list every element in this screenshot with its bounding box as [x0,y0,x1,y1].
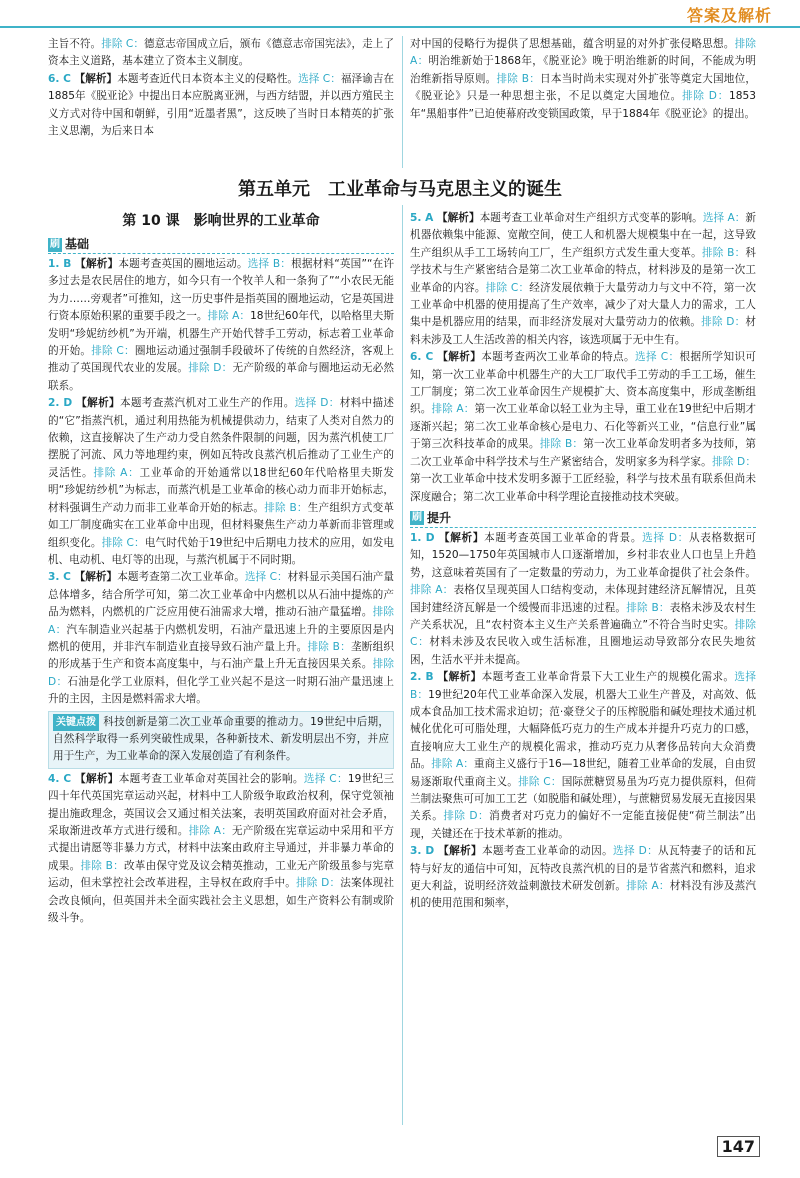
option-marker: 排除 A： [188,825,233,837]
answer-text: 材料显示美国石油产量总体增多，结合所学可知，第二次工业革命中内燃机以从石油中提炼的产品为燃料，内燃机的广泛应用使石油需求大增，推动石油产量猛增。 [48,571,395,619]
answer-paragraph [410,843,756,913]
question-number: 5. A [410,212,438,224]
answer-text: 从表格数据可知，1520—1750年英国城市人口逐渐增加，乡村非农业人口也呈上升趋势，这意味着英国有了一定数量的劳动力，为工业革命提供了社会条件。 [410,531,757,579]
answer-text: 福泽谕吉在1885年《脱亚论》中提出日本应脱离亚洲，与西方结盟，并以西方殖民主义方式对待中国和朝鲜，引用“近墨者黑”，这反映了当时日本精英的扩张主义思潮，为后来日本 [48,72,395,138]
answer-text: 根据材料“英国”“在许多过去是农民居住的地方，如今只有一个牧羊人和一条狗了”“小农民无能为力……旁观者”可推知，这一历史事件是指英国的圈地运动，它是英国进行资本原始积累的重要手段之一。 [48,258,394,323]
page-header [0,0,800,26]
answer-text: 第一次工业革命发明者多为技师，第二次工业革命中科学技术与生产紧密结合，发明家多为科学家。 [410,438,757,468]
answer-text: 本题考查工业革命背景下大工业生产的规模化需求。 [481,671,735,684]
option-marker: 排除 B： [496,72,541,85]
answer-text: 汽车制造业兴起基于内燃机发明，石油产量迅速上升的主要原因是内燃机的使用，并非汽车制造业直接导致石油产量上升。 [48,623,395,653]
question-number: 4. C [48,772,76,785]
analysis-label: 【解析】 [437,212,480,224]
answer-text: 明治维新始于1868年，《脱亚论》晚于明治维新的时间，不能成为明治维新指导原则。 [410,55,756,85]
option-marker: 排除 D： [296,877,341,890]
option-marker: 排除 D： [188,362,233,375]
answer-text: 电气时代始于19世纪中后期电力技术的应用，如发电机、电动机、电灯等的出现，与蒸汽机属于不同时期。 [48,536,395,566]
option-marker: 排除 B： [626,601,670,614]
answer-text: 19世纪三四十年代英国宪章运动兴起，材料中工人阶级争取政治权利，保守党领袖提出施政理念，英国议会又通过相关法案，表明英国政府面对社会矛盾，采取渐进改革方式进行缓和。 [48,772,395,837]
answer-text: 第一次工业革命以轻工业为主导，重工业在19世纪中后期才逐渐兴起；第二次工业革命核心是电力、石化等新兴工业，“信息行业”属于第三次科技革命的成果。 [410,403,757,451]
answer-text: 表格仅呈现英国人口结构变动，未体现封建经济瓦解情况，且英国封建经济瓦解是一个缓慢而非迅速的过程。 [410,584,756,614]
key-tip-text: 科技创新是第二次工业革命重要的推动力。19世纪中后期，自然科学取得一系列突破性成果，各种新技术、新发明层出不穷，并应用于生产，为工业革命的深入发展创造了有利条件。 [53,715,389,763]
answer-text: 垄断组织的形成基于生产和资本高度集中，与石油产量上升无直接因果关系。 [48,640,395,671]
option-marker: 选择 C： [303,772,348,785]
column-divider [402,205,403,1125]
answer-text: 表格未涉及农村生产关系状况，且“农村资本主义生产关系普遍确立”不符合当时史实。 [410,601,757,631]
analysis-label: 【解析】 [76,397,120,410]
question-number: 2. B [410,671,438,684]
question-number: 1. B [48,258,76,270]
option-marker: 排除 A： [48,606,395,636]
answer-text: 法案体现社会改良倾向，但英国并未全面实践社会主义思想，如生产资料公有制或阶级斗争。 [48,877,395,925]
answer-text: 本题考查工业革命的动因。 [481,845,614,858]
question-number: 6. C [48,72,75,85]
option-marker: 排除 A： [207,310,251,323]
option-marker: 选择 C： [298,72,341,85]
question-number: 1. D [410,531,439,544]
option-marker: 选择 D： [294,397,340,410]
option-marker: 选择 C： [244,571,288,584]
option-marker: 选择 D： [613,845,659,858]
page-number: 147 [717,1136,760,1157]
option-marker: 选择 B： [247,258,292,270]
answer-text: 材料未涉及工人生活改善的相关内容，该选项属于无中生有。 [410,316,757,346]
right-advanced-answers [410,530,756,913]
option-marker: 选择 C： [635,351,680,364]
option-marker: 排除 B： [80,859,124,872]
answer-text: 本题考查英国的圈地运动。 [118,258,248,270]
brush-icon: 刷 [412,512,422,524]
answer-text: 圈地运动通过强制手段破坏了传统的自然经济，客观上推动了英国现代农业的发展。 [48,345,395,375]
answer-text: 国际蔗糖贸易虽为巧克力提供原料，但荷兰制法聚焦可可加工工艺（如脱脂和碱处理），与蔗糖贸易发展无直接因果关系。 [410,775,757,823]
answer-text: 新机器依赖集中能源、宽敞空间，使工人和机器大规模集中在一起，这导致生产组织从手工工场转向工厂，生产组织方式发生重大变革。 [410,212,757,259]
option-marker: 选择 D： [642,531,689,544]
answer-text: 重商主义盛行于16—18世纪，随着工业革命的发展，自由贸易逐渐取代重商主义。 [410,758,756,788]
answer-text: 19世纪20年代工业革命深入发展，机器大工业生产普及，对高效、低成本食品加工技术需求迫切；范·豪登父子的压榨脱脂和碱处理技术通过机械化优化可可脂处理，大幅降低巧克力的生产成本并提升巧克力的口感，直接响应大工业生产的规模化需求，推动巧克力从奢侈品转向大众消费品。 [410,688,756,771]
answer-text: 本题考查工业革命对英国社会的影响。 [118,772,304,785]
answer-paragraph [410,530,756,669]
answer-text: 消费者对巧克力的偏好不一定能直接促使“荷兰制法”出现，关键还在于技术革新的推动。 [410,810,757,840]
top-left-column [48,36,394,140]
analysis-label: 【解析】 [437,671,482,684]
option-marker: 选择 B： [410,671,757,701]
option-marker: 排除 C： [518,775,562,788]
option-marker: 排除 D： [701,316,746,329]
question-number: 3. C [48,571,75,584]
option-marker: 排除 D： [443,810,490,823]
key-tip-box [48,711,394,769]
answer-paragraph [48,395,394,569]
answer-paragraph [48,569,394,708]
answer-paragraph [48,771,394,928]
option-marker: 排除 A： [93,466,140,479]
answer-text: 从瓦特妻子的话和瓦特与好友的通信中可知，瓦特改良蒸汽机的目的是节省蒸汽和燃料，追求更大利益，说明经济效益刺激技术研发创新。 [410,845,757,893]
answer-text: 日本当时尚未实现对外扩张等奠定大国地位，《脱亚论》只是一种思想主张，不足以奠定大国地位。 [410,72,757,103]
answer-text: 无产阶级在宪章运动中采用和平方式提出请愿等非暴力方式，材料中法案由政府主导通过，并非暴力革命的成果。 [48,825,395,872]
answer-text: 经济发展依赖于大量劳动力与文中不符，第一次工业革命中机器的使用提高了生产效率，减少了对大量人力的需求，工人集中是机器应用的结果，而非经济发展对大量劳动力的依赖。 [410,281,757,329]
answer-paragraph [48,36,394,71]
analysis-label: 【解析】 [438,531,485,544]
answer-text: 1853年“黑船事件”已迫使幕府改变锁国政策，早于1884年《脱亚论》的提出。 [410,90,756,120]
analysis-label: 【解析】 [437,351,482,364]
top-right-column [410,36,756,123]
answer-text: 18世纪60年代，以哈格里夫斯发明“珍妮纺纱机”为开端，机器生产开始代替手工劳动，标志着工业革命的开始。 [48,310,394,358]
left-after-tip-answers [48,771,394,928]
section-advanced [410,510,756,528]
answer-text: 本题考查蒸汽机对工业生产的作用。 [119,397,295,410]
question-number: 6. C [410,351,438,364]
answer-text: 无产阶级的革命与圈地运动无必然联系。 [48,362,395,392]
option-marker: 选择 A： [702,212,746,224]
option-marker: 排除 C： [410,618,757,649]
lesson-title: 第 10 课 影响世界的工业革命 [122,213,320,229]
brush-icon: 刷 [50,238,60,250]
answer-paragraph [48,71,394,141]
option-marker: 排除 A： [410,38,757,68]
option-marker: 排除 D： [682,90,730,103]
left-column [48,232,394,927]
section-basic [48,236,394,254]
option-marker: 排除 A： [431,758,474,771]
option-marker: 排除 C： [101,536,145,549]
answer-text: 本题考查工业革命对生产组织方式变革的影响。 [479,212,703,224]
analysis-label: 【解析】 [74,571,118,584]
answer-text: 根据所学知识可知，第一次工业革命中机器生产的大工厂取代手工劳动的手工工场，催生工厂制度；第二次工业革命因生产规模扩大、资本高度集中，形成垄断组织。 [410,351,757,416]
option-marker: 排除 D： [48,658,395,688]
answer-paragraph [48,256,394,395]
option-marker: 排除 B： [307,640,351,653]
answer-text: 第一次工业革命中技术发明多源于工匠经验，科学与技术虽有联系但尚未深度融合；第二次工业革命中科学理论直接推动技术突破。 [410,473,756,503]
option-marker: 排除 A： [410,584,454,597]
section-advanced-label: 提升 [427,510,452,525]
answer-paragraph [410,669,756,843]
option-marker: 排除 B： [264,501,308,514]
answer-text: 石油是化学工业原料，但化学工业兴起不是这一时期石油产量迅速上升的主因，主因是燃料需求大增。 [48,675,394,706]
option-marker: 排除 C： [91,345,135,358]
answer-text: 本题考查英国工业革命的背景。 [484,531,643,544]
answer-text: 主旨不符。 [48,38,102,50]
answer-paragraph [410,210,756,349]
right-column [410,210,756,913]
analysis-label: 【解析】 [75,772,119,785]
option-marker: 排除 B： [701,246,746,259]
answer-text: 材料未涉及农民收入或生活标准，且圈地运动导致部分农民失地贫困，生活水平并未提高。 [410,636,757,666]
answer-paragraph [410,36,756,123]
option-marker: 排除 D： [711,455,757,468]
answer-text: 本题考查近代日本资本主义的侵略性。 [117,72,299,85]
answer-text: 本题考查第二次工业革命。 [117,571,245,584]
right-basic-answers [410,210,756,506]
answer-text: 德意志帝国成立后，颁布《德意志帝国宪法》，走上了资本主义道路，基本建立了资本主义制度。 [48,38,394,68]
answer-text: 科学技术与生产紧密结合是第二次工业革命的特点，材料涉及的是第一次工业革命的内容。 [410,246,757,294]
analysis-label: 【解析】 [438,845,482,858]
option-marker: 排除 A： [626,880,670,893]
answer-text: 工业革命的开始通常以18世纪60年代哈格里夫斯发明“珍妮纺纱机”为标志，而蒸汽机是工业革命的核心动力而非开始标志，材料强调生产动力而非工业革命开始的标志。 [48,466,394,514]
question-number: 3. D [410,845,439,858]
analysis-label: 【解析】 [75,258,119,270]
analysis-label: 【解析】 [74,72,118,85]
answer-text: 本题考查两次工业革命的特点。 [481,351,636,364]
section-basic-label: 基础 [65,236,90,251]
option-marker: 排除 A： [431,403,475,416]
key-tip-label: 关键点拨 [53,714,99,731]
answer-paragraph [410,349,756,506]
option-marker: 排除 B： [539,438,584,451]
answer-text: 材料中描述的“它”指蒸汽机，通过利用热能为机械提供动力，结束了人类对自然力的依赖，这直接解决了生产动力受自然条件限制的问题，因为蒸汽机使工厂摆脱了河流、风力等地理约束，例如瓦特改良蒸汽机后推动了工业生产的灵活性。 [48,397,394,479]
left-basic-answers [48,256,394,709]
unit-title: 第五单元 工业革命与马克思主义的诞生 [238,179,562,200]
header-title: 答案及解析 [686,6,772,25]
answer-text: 材料没有涉及蒸汽机的使用范围和频率， [410,880,756,910]
question-number: 2. D [48,397,77,410]
column-divider-top [402,36,403,168]
answer-text: 改革由保守党及议会精英推动，工业无产阶级虽参与宪章运动，但未掌控社会改革进程，主导权在政府手中。 [48,859,395,890]
option-marker: 排除 C： [485,281,530,294]
answer-text: 生产组织方式变革如工厂制度确实在工业革命中出现，但材料聚焦生产动力革新而非管理或组织变化。 [48,501,395,549]
option-marker: 排除 C： [101,38,144,50]
answer-text: 对中国的侵略行为提供了思想基础，蕴含明显的对外扩张侵略思想。 [410,38,735,50]
header-rule [0,26,800,28]
